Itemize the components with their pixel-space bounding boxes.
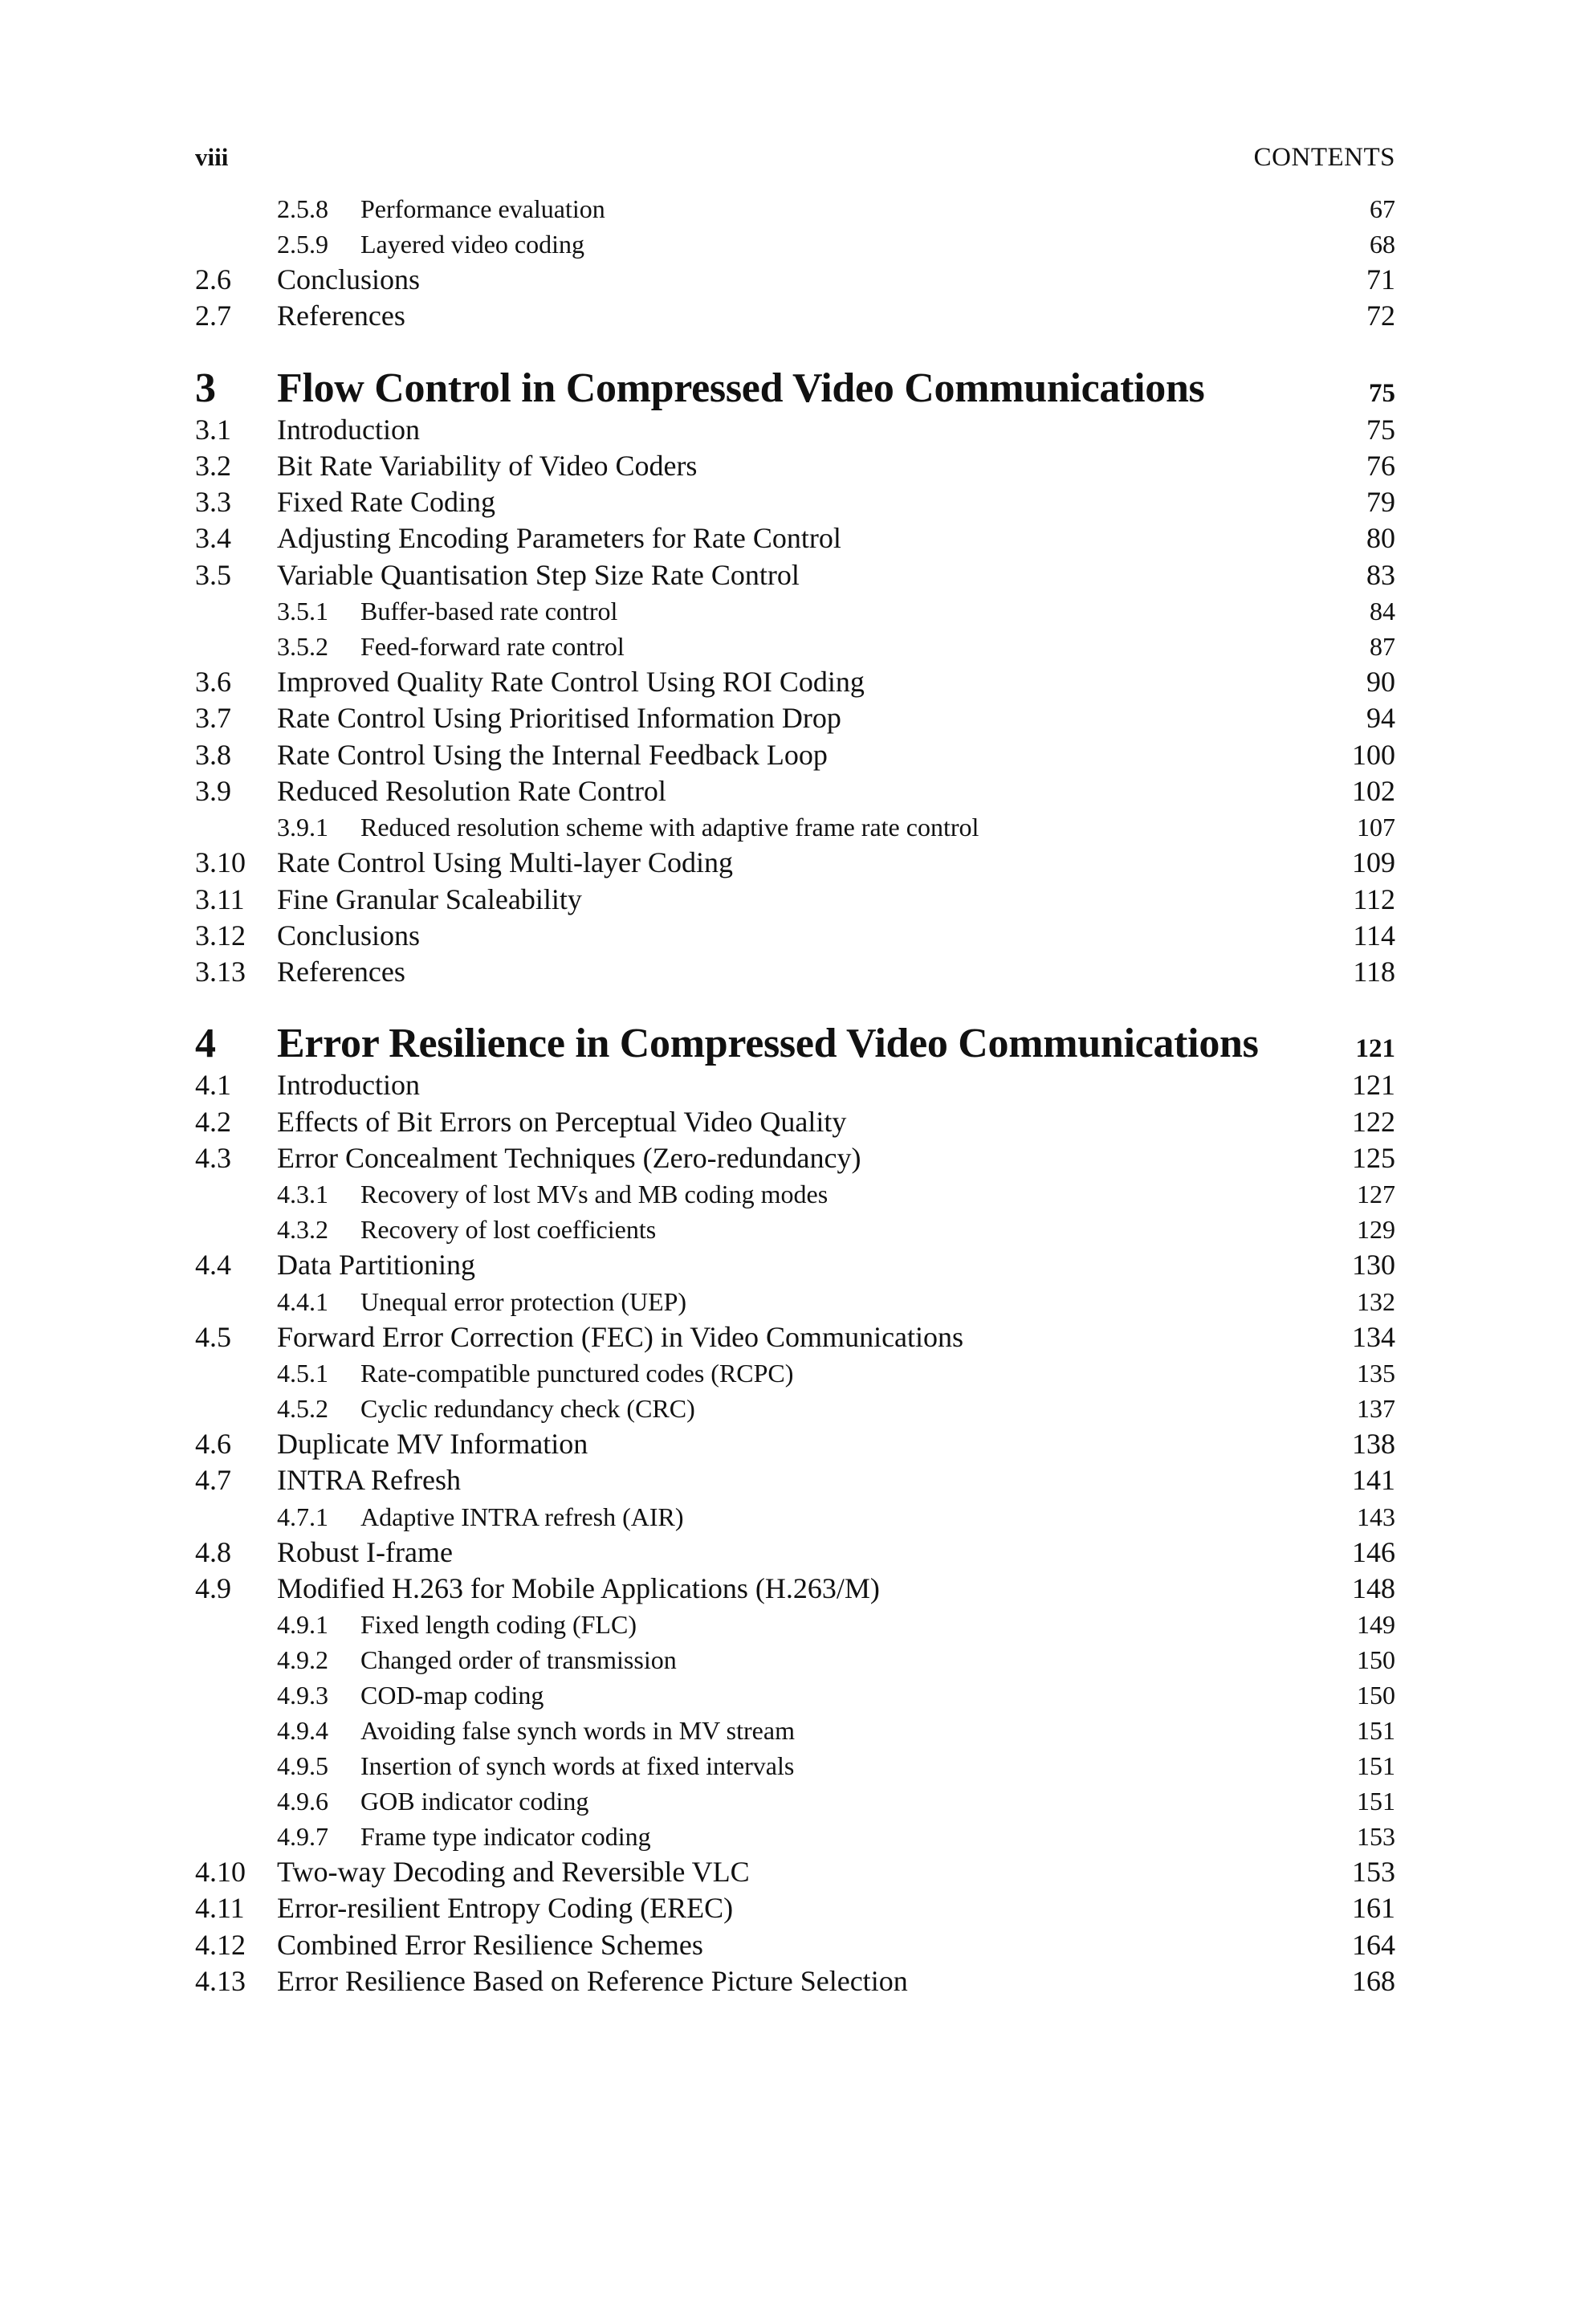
section-title: Introduction bbox=[277, 1069, 420, 1102]
section-title: Buffer-based rate control bbox=[360, 597, 618, 626]
section-title: GOB indicator coding bbox=[360, 1787, 589, 1816]
page-number: 75 bbox=[1366, 413, 1395, 446]
section-number: 4.5.1 bbox=[277, 1358, 328, 1388]
running-header bbox=[195, 143, 1395, 191]
section-number: 4.5.2 bbox=[277, 1393, 328, 1423]
toc-subsection-entry[interactable] bbox=[195, 809, 1395, 845]
section-title: Avoiding false synch words in MV stream bbox=[360, 1716, 795, 1746]
page-number: 164 bbox=[1352, 1928, 1395, 1961]
toc-subsection-entry[interactable] bbox=[195, 191, 1395, 226]
section-title: Error Resilience Based on Reference Picture Selection bbox=[277, 1965, 908, 1998]
header-title: CONTENTS bbox=[1253, 143, 1395, 172]
toc-subsection-entry[interactable] bbox=[195, 1642, 1395, 1677]
section-number: 4.9.1 bbox=[277, 1610, 328, 1640]
toc-section-entry[interactable] bbox=[195, 1462, 1395, 1498]
page-number: 151 bbox=[1357, 1787, 1395, 1816]
page-number: 125 bbox=[1352, 1142, 1395, 1175]
section-title: Performance evaluation bbox=[360, 194, 605, 223]
section-number: 4.9.5 bbox=[277, 1751, 328, 1781]
section-title: Insertion of synch words at fixed intervals bbox=[360, 1751, 795, 1781]
section-title: Feed-forward rate control bbox=[360, 632, 625, 662]
toc-section-entry[interactable] bbox=[195, 262, 1395, 298]
section-title: Fixed Rate Coding bbox=[277, 486, 495, 519]
section-title: Duplicate MV Information bbox=[277, 1427, 588, 1460]
toc-section-entry[interactable] bbox=[195, 1571, 1395, 1607]
section-title: Conclusions bbox=[277, 263, 421, 295]
section-number: 4.4 bbox=[195, 1249, 231, 1282]
section-number: 4.3.2 bbox=[277, 1215, 328, 1245]
section-title: Frame type indicator coding bbox=[360, 1822, 651, 1852]
toc-section-entry[interactable] bbox=[195, 664, 1395, 700]
page-number: 168 bbox=[1352, 1965, 1395, 1998]
section-title: Error Concealment Techniques (Zero-redundancy) bbox=[277, 1142, 861, 1175]
section-number: 4.9.2 bbox=[277, 1645, 328, 1675]
section-number: 3.8 bbox=[195, 738, 231, 771]
section-title: Robust I-frame bbox=[277, 1535, 453, 1568]
toc-subsection-entry[interactable] bbox=[195, 1391, 1395, 1426]
section-title: Forward Error Correction (FEC) in Video Communications bbox=[277, 1320, 964, 1353]
page-number: 90 bbox=[1366, 666, 1395, 699]
section-number: 3.5 bbox=[195, 558, 231, 591]
page-number: 135 bbox=[1357, 1358, 1395, 1388]
toc-subsection-entry[interactable] bbox=[195, 1176, 1395, 1212]
page-number: 122 bbox=[1352, 1105, 1395, 1138]
section-number: 3.1 bbox=[195, 413, 231, 446]
section-title: Bit Rate Variability of Video Coders bbox=[277, 449, 698, 482]
chapter-number: 3 bbox=[195, 365, 216, 411]
section-number: 4.10 bbox=[195, 1856, 246, 1889]
section-title: Changed order of transmission bbox=[360, 1645, 677, 1675]
section-title: Adaptive INTRA refresh (AIR) bbox=[360, 1502, 684, 1531]
section-number: 4.5 bbox=[195, 1320, 231, 1353]
section-number: 3.9 bbox=[195, 774, 231, 807]
section-number: 2.7 bbox=[195, 300, 231, 332]
section-number: 4.7.1 bbox=[277, 1502, 328, 1531]
page-number: 94 bbox=[1366, 702, 1395, 735]
page-number: 68 bbox=[1370, 230, 1395, 259]
section-number: 2.5.8 bbox=[277, 194, 328, 223]
section-title: Fine Granular Scaleability bbox=[277, 882, 582, 915]
section-number: 4.11 bbox=[195, 1892, 245, 1925]
toc-section-entry[interactable] bbox=[195, 557, 1395, 593]
section-title: Rate Control Using Prioritised Information Drop bbox=[277, 702, 841, 735]
page-number: 76 bbox=[1366, 449, 1395, 482]
page-number: 150 bbox=[1357, 1681, 1395, 1710]
toc-section-entry[interactable] bbox=[195, 1067, 1395, 1103]
page-number: 109 bbox=[1352, 846, 1395, 879]
page-number: 161 bbox=[1352, 1892, 1395, 1925]
section-title: Variable Quantisation Step Size Rate Control bbox=[277, 558, 800, 591]
page-number: 138 bbox=[1352, 1427, 1395, 1460]
section-number: 4.8 bbox=[195, 1535, 231, 1568]
table-of-contents bbox=[195, 191, 1395, 1999]
page-number: 79 bbox=[1366, 486, 1395, 519]
section-number: 2.5.9 bbox=[277, 230, 328, 259]
toc-section-entry[interactable] bbox=[195, 1927, 1395, 1963]
section-title: Reduced Resolution Rate Control bbox=[277, 774, 666, 807]
section-title: Fixed length coding (FLC) bbox=[360, 1610, 637, 1640]
toc-section-entry[interactable] bbox=[195, 484, 1395, 520]
section-number: 3.13 bbox=[195, 956, 246, 988]
chapter-heading[interactable] bbox=[195, 1021, 1395, 1067]
toc-subsection-entry[interactable] bbox=[195, 226, 1395, 262]
toc-section-entry[interactable] bbox=[195, 448, 1395, 484]
toc-page bbox=[195, 143, 1395, 1999]
section-number: 4.2 bbox=[195, 1105, 231, 1138]
section-title: Layered video coding bbox=[360, 230, 584, 259]
page-number: 100 bbox=[1352, 738, 1395, 771]
toc-section-entry[interactable] bbox=[195, 700, 1395, 736]
toc-section-entry[interactable] bbox=[195, 1104, 1395, 1140]
section-title: Two-way Decoding and Reversible VLC bbox=[277, 1856, 750, 1889]
page-number: 143 bbox=[1357, 1502, 1395, 1531]
toc-subsection-entry[interactable] bbox=[195, 1819, 1395, 1854]
section-number: 3.5.2 bbox=[277, 632, 328, 662]
toc-section-entry[interactable] bbox=[195, 1854, 1395, 1890]
section-title: Error-resilient Entropy Coding (EREC) bbox=[277, 1892, 734, 1925]
page-number: 148 bbox=[1352, 1571, 1395, 1604]
chapter-page-number: 75 bbox=[1369, 378, 1395, 408]
page-number: 87 bbox=[1370, 632, 1395, 662]
section-number: 4.3 bbox=[195, 1142, 231, 1175]
toc-subsection-entry[interactable] bbox=[195, 1783, 1395, 1819]
page-number: 151 bbox=[1357, 1751, 1395, 1781]
page-number: 118 bbox=[1353, 956, 1395, 988]
page-number: 127 bbox=[1357, 1180, 1395, 1209]
toc-section-entry[interactable] bbox=[195, 412, 1395, 448]
toc-section-entry[interactable] bbox=[195, 1140, 1395, 1176]
toc-subsection-entry[interactable] bbox=[195, 1355, 1395, 1391]
page-number: 72 bbox=[1366, 300, 1395, 332]
page-number: 141 bbox=[1352, 1464, 1395, 1497]
toc-subsection-entry[interactable] bbox=[195, 1284, 1395, 1319]
section-title: Combined Error Resilience Schemes bbox=[277, 1928, 703, 1961]
section-title: Improved Quality Rate Control Using ROI Coding bbox=[277, 666, 865, 699]
section-title: Effects of Bit Errors on Perceptual Video Quality bbox=[277, 1105, 847, 1138]
section-number: 3.7 bbox=[195, 702, 231, 735]
page-number: 151 bbox=[1357, 1716, 1395, 1746]
section-number: 4.12 bbox=[195, 1928, 246, 1961]
page-number: 130 bbox=[1352, 1249, 1395, 1282]
section-number: 3.2 bbox=[195, 449, 231, 482]
section-title: References bbox=[277, 956, 405, 988]
section-number: 3.4 bbox=[195, 522, 231, 555]
page-number: 107 bbox=[1357, 813, 1395, 842]
section-number: 2.6 bbox=[195, 263, 231, 295]
section-number: 4.9 bbox=[195, 1571, 231, 1604]
section-title: Unequal error protection (UEP) bbox=[360, 1286, 687, 1316]
section-title: Recovery of lost MVs and MB coding modes bbox=[360, 1180, 829, 1209]
toc-section-entry[interactable] bbox=[195, 1319, 1395, 1355]
section-number: 4.6 bbox=[195, 1427, 231, 1460]
page-number: 80 bbox=[1366, 522, 1395, 555]
toc-section-entry[interactable] bbox=[195, 1963, 1395, 1999]
toc-subsection-entry[interactable] bbox=[195, 1713, 1395, 1748]
section-title: Rate Control Using the Internal Feedback Loop bbox=[277, 738, 828, 771]
toc-section-entry[interactable] bbox=[195, 773, 1395, 809]
section-number: 3.9.1 bbox=[277, 813, 328, 842]
page-number: 112 bbox=[1353, 882, 1395, 915]
section-number: 4.9.3 bbox=[277, 1681, 328, 1710]
page-number: 150 bbox=[1357, 1645, 1395, 1675]
section-number: 4.7 bbox=[195, 1464, 231, 1497]
section-number: 4.9.7 bbox=[277, 1822, 328, 1852]
chapter-heading[interactable] bbox=[195, 365, 1395, 412]
toc-section-entry[interactable] bbox=[195, 737, 1395, 773]
toc-section-entry[interactable] bbox=[195, 1890, 1395, 1926]
section-number: 3.12 bbox=[195, 919, 246, 952]
page-number: 71 bbox=[1366, 263, 1395, 295]
page-number: 121 bbox=[1352, 1069, 1395, 1102]
header-page-number: viii bbox=[195, 143, 229, 171]
page-number: 132 bbox=[1357, 1286, 1395, 1316]
toc-section-entry[interactable] bbox=[195, 882, 1395, 918]
page-number: 129 bbox=[1357, 1215, 1395, 1245]
toc-subsection-entry[interactable] bbox=[195, 629, 1395, 664]
section-number: 3.3 bbox=[195, 486, 231, 519]
chapter-number: 4 bbox=[195, 1021, 216, 1067]
toc-subsection-entry[interactable] bbox=[195, 1499, 1395, 1535]
page-number: 102 bbox=[1352, 774, 1395, 807]
page-number: 134 bbox=[1352, 1320, 1395, 1353]
section-title: Data Partitioning bbox=[277, 1249, 475, 1282]
page-number: 149 bbox=[1357, 1610, 1395, 1640]
section-title: Reduced resolution scheme with adaptive frame rate control bbox=[360, 813, 979, 842]
section-number: 3.10 bbox=[195, 846, 246, 879]
toc-subsection-entry[interactable] bbox=[195, 1212, 1395, 1247]
section-title: Recovery of lost coefficients bbox=[360, 1215, 657, 1245]
section-number: 3.11 bbox=[195, 882, 245, 915]
toc-section-entry[interactable] bbox=[195, 954, 1395, 990]
page-number: 83 bbox=[1366, 558, 1395, 591]
toc-section-entry[interactable] bbox=[195, 918, 1395, 954]
chapter-page-number: 121 bbox=[1355, 1034, 1395, 1064]
toc-subsection-entry[interactable] bbox=[195, 1607, 1395, 1642]
toc-subsection-entry[interactable] bbox=[195, 1677, 1395, 1713]
section-title: Cyclic redundancy check (CRC) bbox=[360, 1393, 695, 1423]
page-number: 137 bbox=[1357, 1393, 1395, 1423]
section-number: 4.1 bbox=[195, 1069, 231, 1102]
section-number: 4.9.6 bbox=[277, 1787, 328, 1816]
toc-section-entry[interactable] bbox=[195, 845, 1395, 881]
page-number: 153 bbox=[1357, 1822, 1395, 1852]
page-number: 146 bbox=[1352, 1535, 1395, 1568]
section-title: INTRA Refresh bbox=[277, 1464, 461, 1497]
section-number: 3.6 bbox=[195, 666, 231, 699]
section-number: 4.3.1 bbox=[277, 1180, 328, 1209]
section-title: Conclusions bbox=[277, 919, 421, 952]
section-title: References bbox=[277, 300, 405, 332]
section-number: 4.9.4 bbox=[277, 1716, 328, 1746]
section-title: Adjusting Encoding Parameters for Rate Control bbox=[277, 522, 841, 555]
toc-subsection-entry[interactable] bbox=[195, 1748, 1395, 1783]
toc-subsection-entry[interactable] bbox=[195, 593, 1395, 629]
section-number: 4.13 bbox=[195, 1965, 246, 1998]
chapter-title: Error Resilience in Compressed Video Communications bbox=[277, 1021, 1259, 1067]
chapter-title: Flow Control in Compressed Video Communications bbox=[277, 365, 1205, 411]
toc-section-entry[interactable] bbox=[195, 520, 1395, 556]
page-number: 114 bbox=[1353, 919, 1395, 952]
page-number: 84 bbox=[1370, 597, 1395, 626]
section-number: 4.4.1 bbox=[277, 1286, 328, 1316]
section-title: Rate-compatible punctured codes (RCPC) bbox=[360, 1358, 794, 1388]
toc-section-entry[interactable] bbox=[195, 1426, 1395, 1462]
page-number: 153 bbox=[1352, 1856, 1395, 1889]
section-title: COD-map coding bbox=[360, 1681, 544, 1710]
toc-section-entry[interactable] bbox=[195, 1535, 1395, 1571]
toc-section-entry[interactable] bbox=[195, 1247, 1395, 1283]
section-number: 3.5.1 bbox=[277, 597, 328, 626]
section-title: Modified H.263 for Mobile Applications (H.263/M) bbox=[277, 1571, 880, 1604]
toc-section-entry[interactable] bbox=[195, 298, 1395, 334]
page-number: 67 bbox=[1370, 194, 1395, 223]
section-title: Introduction bbox=[277, 413, 420, 446]
section-title: Rate Control Using Multi-layer Coding bbox=[277, 846, 733, 879]
